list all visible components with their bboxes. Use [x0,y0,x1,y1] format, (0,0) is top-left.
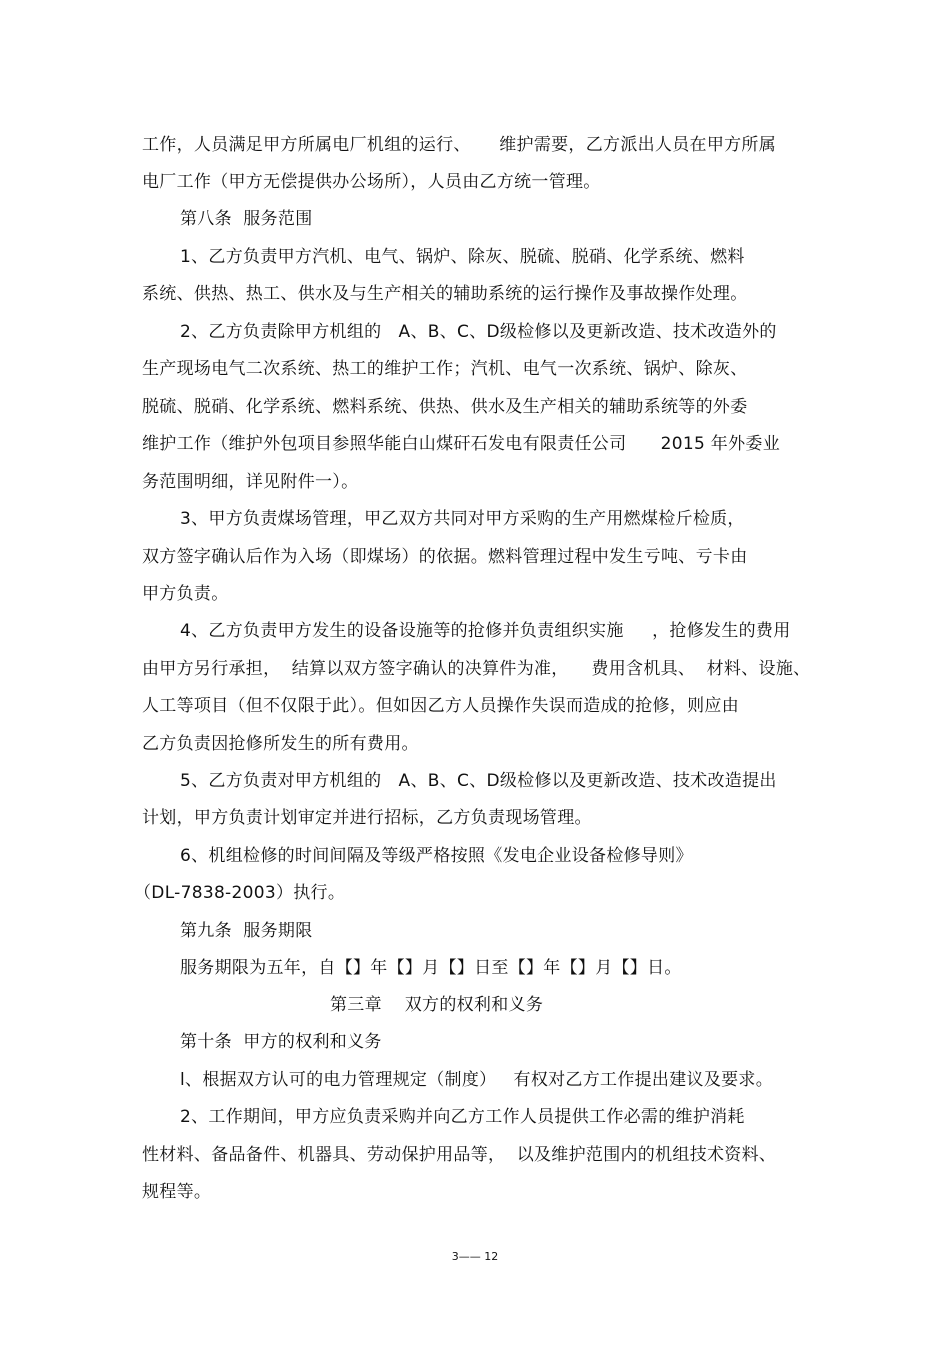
text-line: 务范围明细，详见附件一）。 [142,472,359,492]
text-line: 3、甲方负责煤场管理，甲乙双方共同对甲方采购的生产用燃煤检斤检质， [180,509,745,529]
page-number: 3—— 12 [451,1250,499,1263]
text-line: 脱硫、脱硝、化学系统、燃料系统、供热、供水及生产相关的辅助系统等的外委 [142,397,748,417]
text-line: 4、乙方负责甲方发生的设备设施等的抢修并负责组织实施 ，抢修发生的费用 [180,621,791,641]
text-line: 系统、供热、热工、供水及与生产相关的辅助系统的运行操作及事故操作处理。 [142,284,748,304]
text-line: 1、乙方负责甲方汽机、电气、锅炉、除灰、脱硫、脱硝、化学系统、燃料 [180,247,745,267]
text-line: l、根据双方认可的电力管理规定（制度） 有权对乙方工作提出建议及要求。 [180,1070,774,1090]
text-line: 双方签字确认后作为入场（即煤场）的依据。燃料管理过程中发生亏吨、亏卡由 [142,547,748,567]
chapter-heading: 第三章 双方的权利和义务 [330,995,544,1015]
text-line: 2、工作期间，甲方应负责采购并向乙方工作人员提供工作必需的维护消耗 [180,1107,745,1127]
text-line: 人工等项目（但不仅限于此）。但如因乙方人员操作失误而造成的抢修，则应由 [142,696,739,716]
text-line: 性材料、备品备件、机器具、劳动保护用品等， 以及维护范围内的机组技术资料、 [142,1145,777,1165]
text-line: 服务期限为五年，自【】年【】月【】日至【】年【】月【】日。 [180,958,682,978]
text-line: （DL-7838-2003）执行。 [134,883,346,903]
text-line: 乙方负责因抢修所发生的所有费用。 [142,734,419,754]
text-line: 2、乙方负责除甲方机组的 A、B、C、D级检修以及更新改造、技术改造外的 [180,322,777,342]
section-heading-article-8: 第八条 服务范围 [180,209,313,229]
text-line: 工作，人员满足甲方所属电厂机组的运行、 维护需要，乙方派出人员在甲方所属 [142,135,777,155]
section-heading-article-10: 第十条 甲方的权利和义务 [180,1032,382,1052]
section-heading-article-9: 第九条 服务期限 [180,921,313,941]
text-line: 生产现场电气二次系统、热工的维护工作；汽机、电气一次系统、锅炉、除灰、 [142,359,748,379]
text-line: 6、机组检修的时间间隔及等级严格按照《发电企业设备检修导则》 [180,846,693,866]
text-line: 甲方负责。 [142,584,229,604]
text-line: 计划，甲方负责计划审定并进行招标，乙方负责现场管理。 [142,808,592,828]
text-line: 由甲方另行承担， 结算以双方签字确认的决算件为准， 费用含机具、 材料、设施、 [142,659,811,679]
text-line: 电厂工作（甲方无偿提供办公场所），人员由乙方统一管理。 [142,172,601,192]
text-line: 维护工作（维护外包项目参照华能白山煤矸石发电有限责任公司 2015 年外委业 [142,434,780,454]
text-line: 规程等。 [142,1182,212,1202]
text-line: 5、乙方负责对甲方机组的 A、B、C、D级检修以及更新改造、技术改造提出 [180,771,777,791]
